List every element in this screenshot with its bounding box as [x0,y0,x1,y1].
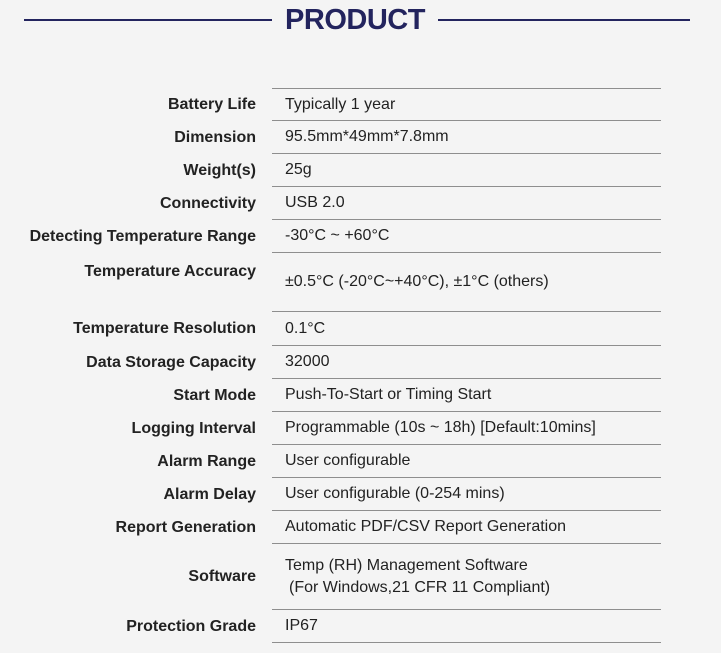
spec-label: Battery Life [167,95,256,113]
spec-value-cell [272,88,661,121]
spec-value-cell [272,154,661,187]
spec-row-alarm-range [0,445,721,478]
spec-row-dimension [0,121,721,154]
spec-label: Dimension [174,128,256,146]
spec-value: User configurable [285,452,411,469]
spec-value: Typically 1 year [285,95,396,113]
spec-value-cell [272,121,661,154]
spec-value-cell [272,412,661,445]
spec-label: Connectivity [159,194,256,212]
spec-value-cell [272,187,661,220]
spec-value-cell [272,379,661,412]
spec-value-cell [272,346,661,379]
spec-row-logging-interval [0,412,721,445]
spec-value-line-2: (For Windows,21 CFR 11 Compliant) [289,578,551,596]
spec-row-data-storage [0,346,721,379]
spec-row-report-generation [0,511,721,544]
spec-row-temperature-accuracy [0,253,721,312]
spec-label: Alarm Range [157,452,256,470]
spec-value: Programmable (10s ~ 18h) [Default:10mins] [285,419,596,436]
spec-value: 32000 [285,353,330,370]
spec-row-start-mode [0,379,721,412]
header-divider-right [438,19,690,21]
spec-value: Push-To-Start or Timing Start [285,386,492,403]
spec-table [0,88,721,643]
spec-row-alarm-delay [0,478,721,511]
spec-label: Alarm Delay [163,485,256,503]
spec-label: Report Generation [115,518,256,536]
header-divider-left [24,19,272,21]
spec-value-cell [272,312,661,346]
spec-row-temperature-range [0,220,721,253]
spec-value-cell [272,220,661,253]
spec-label: Temperature Accuracy [84,263,256,280]
spec-value: Automatic PDF/CSV Report Generation [285,518,567,535]
spec-value: ±0.5°C (-20°C~+40°C), ±1°C (others) [285,273,549,290]
spec-value: 95.5mm*49mm*7.8mm [285,128,449,145]
spec-row-connectivity [0,187,721,220]
spec-value: User configurable (0-254 mins) [285,485,505,502]
spec-value-cell [272,610,661,643]
spec-row-software [0,544,721,610]
spec-label: Software [188,568,256,585]
spec-row-temperature-resolution [0,312,721,346]
page-title: PRODUCT [285,4,425,36]
spec-row-battery-life [0,88,721,121]
product-header [0,0,721,40]
spec-value: 0.1°C [285,319,326,337]
spec-row-protection-grade [0,610,721,643]
spec-value-cell [272,511,661,544]
spec-value: 25g [285,161,312,178]
spec-label: Weight(s) [183,161,256,179]
spec-label: Temperature Resolution [73,320,256,337]
spec-label: Logging Interval [131,419,256,437]
spec-label: Detecting Temperature Range [29,227,256,245]
spec-value: -30°C ~ +60°C [285,227,390,244]
spec-value-cell [272,253,661,312]
spec-value: IP67 [285,617,318,634]
spec-value-cell [272,478,661,511]
spec-row-weight [0,154,721,187]
spec-value-cell [272,445,661,478]
spec-label: Start Mode [173,386,256,404]
spec-value: USB 2.0 [285,194,345,211]
spec-value-cell [272,544,661,610]
spec-value: Temp (RH) Management Software [285,556,528,574]
spec-label: Protection Grade [126,617,256,635]
spec-label: Data Storage Capacity [86,353,256,371]
